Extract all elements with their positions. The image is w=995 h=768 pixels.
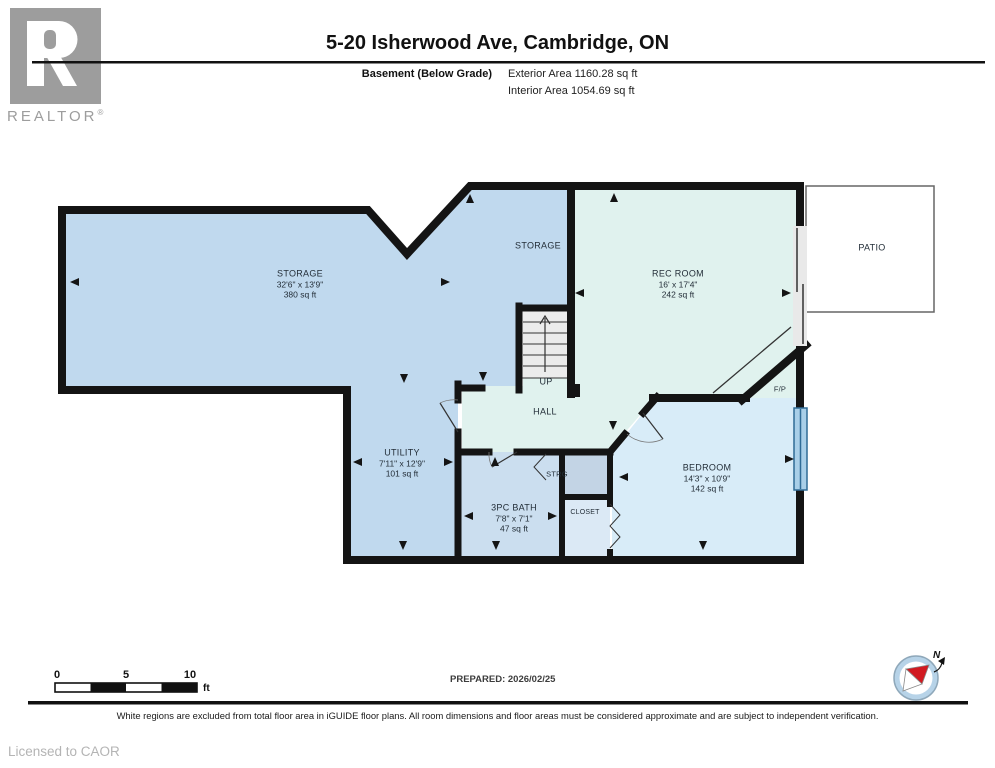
room-label-bath: 3PC BATH 7'8" x 7'1" 47 sq ft <box>491 502 537 534</box>
compass-icon <box>894 656 945 700</box>
room-label-rec-room: REC ROOM 16' x 17'4" 242 sq ft <box>652 268 704 300</box>
closet-floor <box>562 498 610 556</box>
room-label-storage-2: STORAGE <box>515 240 561 251</box>
compass-north-label: N <box>933 650 941 661</box>
wall-spur <box>567 384 580 397</box>
floor-label: Basement (Below Grade) <box>361 68 492 80</box>
scale-unit: ft <box>203 683 210 694</box>
footer-rule <box>28 701 968 705</box>
header-rule <box>32 61 985 64</box>
realtor-wordmark: REALTOR® <box>7 108 104 125</box>
license-text: Licensed to CAOR <box>8 744 120 759</box>
disclaimer-text: White regions are excluded from total floor area in iGUIDE floor plans. All room dimensions and floor areas must be considered approximate and are subject to independent verification. <box>116 710 879 721</box>
bedroom-window <box>794 408 807 490</box>
stairs-up-label: UP <box>539 376 553 387</box>
realtor-logo-icon <box>10 8 101 104</box>
scale-tick-0: 0 <box>53 669 61 681</box>
room-label-closet: CLOSET <box>570 508 600 516</box>
scale-tick-10: 10 <box>183 669 197 681</box>
scale-bar <box>55 683 197 692</box>
exterior-area: Exterior Area 1160.28 sq ft <box>508 68 638 80</box>
room-label-strg: STRG <box>546 469 568 479</box>
fireplace-label: F/P <box>773 384 787 394</box>
scale-tick-5: 5 <box>122 669 130 681</box>
room-label-storage: STORAGE 32'6" x 13'9" 380 sq ft <box>276 268 324 300</box>
patio-sliding-door <box>793 226 807 346</box>
interior-area: Interior Area 1054.69 sq ft <box>508 85 635 97</box>
room-label-bedroom: BEDROOM 14'3" x 10'9" 142 sq ft <box>682 462 732 494</box>
page-title: 5-20 Isherwood Ave, Cambridge, ON <box>325 32 670 54</box>
room-label-utility: UTILITY 7'11" x 12'9" 101 sq ft <box>379 447 425 479</box>
strg-floor <box>562 452 610 498</box>
room-label-hall: HALL <box>533 406 557 417</box>
prepared-date: PREPARED: 2026/02/25 <box>450 674 556 685</box>
room-label-patio: PATIO <box>858 242 886 253</box>
stairs <box>521 310 569 378</box>
